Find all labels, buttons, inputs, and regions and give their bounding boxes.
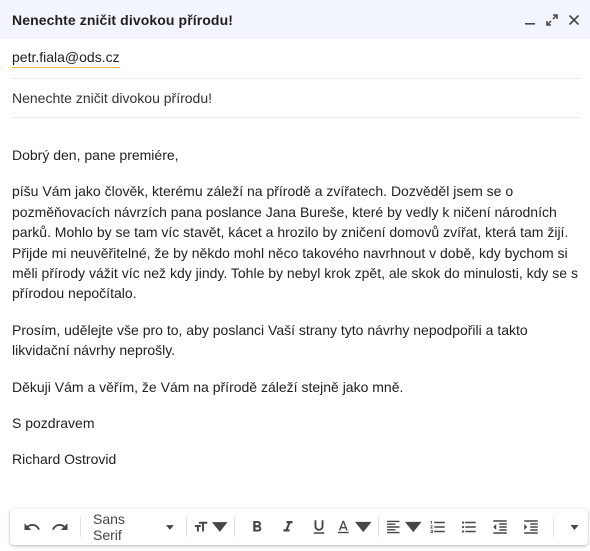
chevron-down-icon: [212, 518, 228, 536]
text-size-icon[interactable]: [193, 513, 228, 541]
window-controls: [520, 10, 584, 30]
compose-titlebar[interactable]: [0, 0, 590, 39]
chevron-down-icon: [355, 518, 372, 536]
toolbar-divider: [234, 517, 235, 537]
bulleted-list-icon[interactable]: [453, 513, 484, 541]
body-signature: Richard Ostrovid: [12, 451, 117, 468]
subject-field[interactable]: [12, 79, 580, 118]
indent-less-icon[interactable]: [485, 513, 516, 541]
subject-text: Nenechte zničit divokou přírodu!: [12, 90, 212, 106]
body-greeting: Dobrý den, pane premiére,: [12, 147, 179, 163]
toolbar-divider: [186, 517, 187, 537]
body-paragraph-1: píšu Vám jako člověk, kterému záleží na přírodě a zvířatech. Dozvěděl jsem se o pozměňovacích návrzích pana poslance Jana Bureše, které by vedly k ničení národních parků. Mohlo by se tam víc stavět, kácet a hrozilo by zničení domovů zvířat, která tam žijí. Přijde mi neuvěřitelné, že by někdo mohl něco takového navrhnout v době, kdy bychom si měli přírody vážit víc než kdy jindy. Tohle by nebyl krok zpět, ale skok do minulosti, kdy se s přírodou nepočítalo.: [12, 183, 578, 302]
underline-icon[interactable]: [303, 513, 334, 541]
toolbar-divider: [80, 517, 81, 537]
body-closing: S pozdravem: [12, 415, 95, 432]
numbered-list-icon[interactable]: [422, 513, 453, 541]
toolbar-divider: [553, 517, 554, 537]
text-color-icon[interactable]: [335, 513, 372, 541]
font-family-label: Sans Serif: [92, 511, 125, 543]
align-icon[interactable]: [385, 513, 422, 541]
more-options-icon[interactable]: [560, 513, 588, 541]
chevron-down-icon: [166, 525, 174, 530]
message-body[interactable]: [12, 145, 582, 486]
compose-title: Nenechte zničit divokou přírodu!: [12, 11, 233, 28]
font-family-select[interactable]: [87, 513, 180, 541]
italic-icon[interactable]: [272, 513, 303, 541]
chevron-down-icon: [405, 518, 422, 536]
expand-icon[interactable]: [542, 10, 562, 30]
indent-more-icon[interactable]: [516, 513, 547, 541]
redo-icon[interactable]: [46, 513, 74, 541]
body-paragraph-3: Děkuji Vám a věřím, že Vám na přírodě záleží stejně jako mně.: [12, 378, 404, 395]
undo-icon[interactable]: [18, 513, 46, 541]
body-paragraph-2: Prosím, udělejte vše pro to, aby poslanci Vaší strany tyto návrhy nepodpořili a takto likvidační návrhy neprošly.: [12, 321, 528, 359]
recipient-chip[interactable]: petr.fiala@ods.cz: [12, 49, 120, 68]
formatting-toolbar: [10, 509, 588, 545]
recipients-field[interactable]: [12, 39, 580, 79]
bold-icon[interactable]: [241, 513, 272, 541]
toolbar-divider: [378, 517, 379, 537]
minimize-icon[interactable]: [520, 10, 540, 30]
close-icon[interactable]: [564, 10, 584, 30]
chevron-down-icon: [570, 525, 579, 530]
